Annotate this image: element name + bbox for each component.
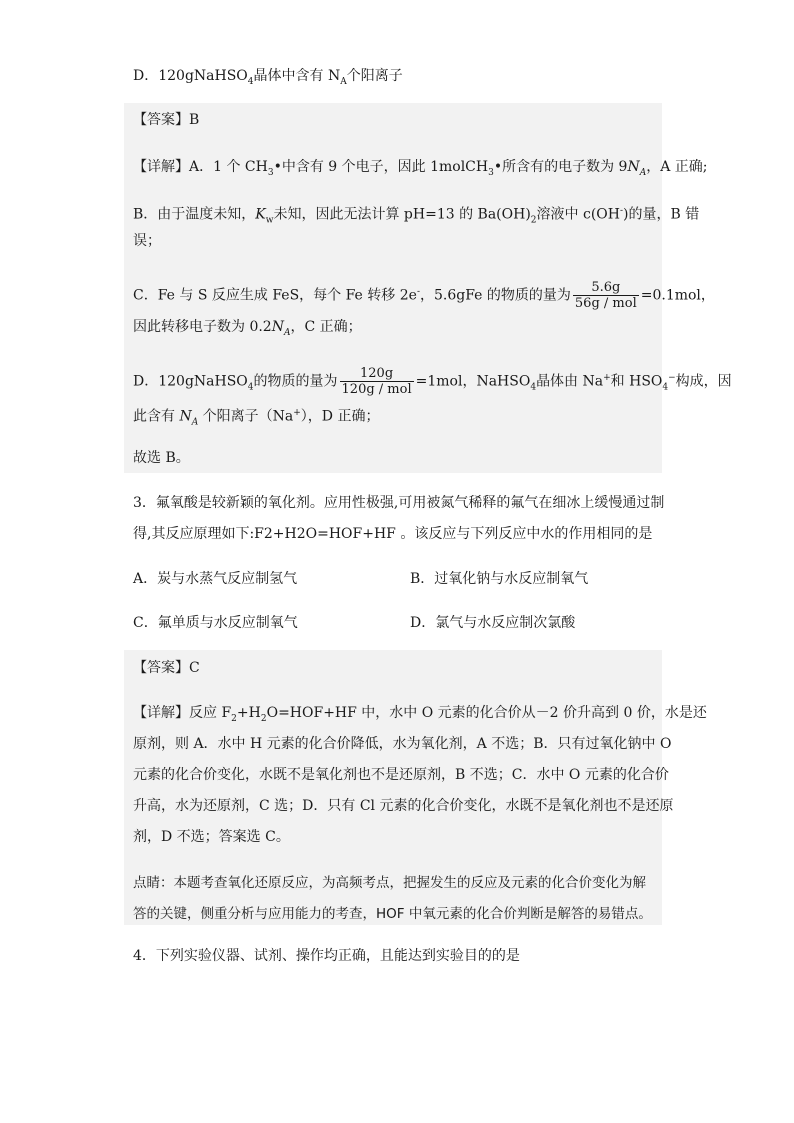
q3-detail-line1: 【详解】反应 $F_2+H_2O=HOF+HF$ 中，水中 O 元素的化合价从－2 价升高到 0 价，水是还 [133, 705, 707, 724]
q3-option-c: C．氟单质与水反应制氧气 [133, 615, 298, 631]
q3-detail-line4: 升高，水为还原剂，C 选；D．只有 Cl 元素的化合价变化，水既不是氧化剂也不是还原 [133, 798, 674, 814]
q2-detail-b-line1: B．由于温度未知，$K_w$未知，因此无法计算 pH=13 的 $Ba(OH)_2$溶液中 c(OH-)的量，B 错 [133, 206, 700, 226]
q3-option-b: B．过氧化钠与水反应制氧气 [410, 571, 589, 587]
q2-detail-c-line1: C．Fe 与 S 反应生成 FeS，每个 Fe 转移 2e-，5.6gFe 的物质的量为 $\frac{5.6g}{\text{56g / mol}}$ =0.1mol， [133, 280, 715, 311]
q2-detail-c-line2: 因此转移电子数为 $0.2N_A$，C 正确； [133, 319, 362, 338]
q4-stem: 4．下列实验仪器、试剂、操作均正确，且能达到实验目的的是 [133, 948, 520, 964]
q3-option-a: A．炭与水蒸气反应制氢气 [133, 571, 298, 587]
q3-stem-line1: 3．氟氧酸是较新颖的氧化剂。应用性极强,可用被氮气稀释的氟气在细冰上缓慢通过制 [133, 495, 665, 511]
q2-detail-d-line2: 此含有 $N_A$ 个阳离子（Na+），D 正确； [133, 408, 380, 428]
q2-detail-a: 【详解】A．1 个 $CH_3•$中含有 9 个电子，因此 1molCH$_3$•所含有的电子数为 $9N_A$，A 正确; [133, 159, 708, 178]
q3-note-line2: 答的关键，侧重分析与应用能力的考查，HOF 中氧元素的化合价判断是解答的易错点。 [133, 906, 652, 922]
q3-stem-line2: 得,其反应原理如下:F2+H2O=HOF+HF 。该反应与下列反应中水的作用相同的是 [133, 526, 653, 542]
q2-conclusion: 故选 B。 [133, 450, 190, 466]
fraction-nahso4-moles: $\frac{120g}{\text{120g / mol}}$ [341, 366, 412, 397]
q2-answer: 【答案】B [133, 112, 200, 128]
q3-option-d: D．氯气与水反应制次氯酸 [410, 615, 576, 631]
q3-note-line1: 点睛：本题考查氧化还原反应，为高频考点，把握发生的反应及元素的化合价变化为解 [133, 875, 646, 891]
q3-detail-line2: 原剂，则 A．水中 H 元素的化合价降低，水为氧化剂，A 不选；B．只有过氧化钠中 O [133, 736, 672, 752]
fraction-fe-moles: $\frac{5.6g}{\text{56g / mol}}$ [574, 280, 637, 311]
q2-detail-b-line2: 误； [133, 233, 161, 249]
q2-detail-d-line1: D．120gNaHSO$_4$的物质的量为 $\frac{120g}{\text{120g / mol}}$ =1mol，NaHSO$_4$晶体由 Na+和 $HSO_4^-$构成，因 [133, 366, 732, 397]
q2-option-d: D．120gNaHSO$_4$晶体中含有 $N_A$个阳离子 [133, 68, 403, 87]
q3-answer: 【答案】C [133, 660, 200, 676]
q3-detail-line3: 元素的化合价变化，水既不是氧化剂也不是还原剂，B 不选；C．水中 O 元素的化合价 [133, 767, 669, 783]
q3-detail-line5: 剂，D 不选；答案选 C。 [133, 829, 290, 845]
